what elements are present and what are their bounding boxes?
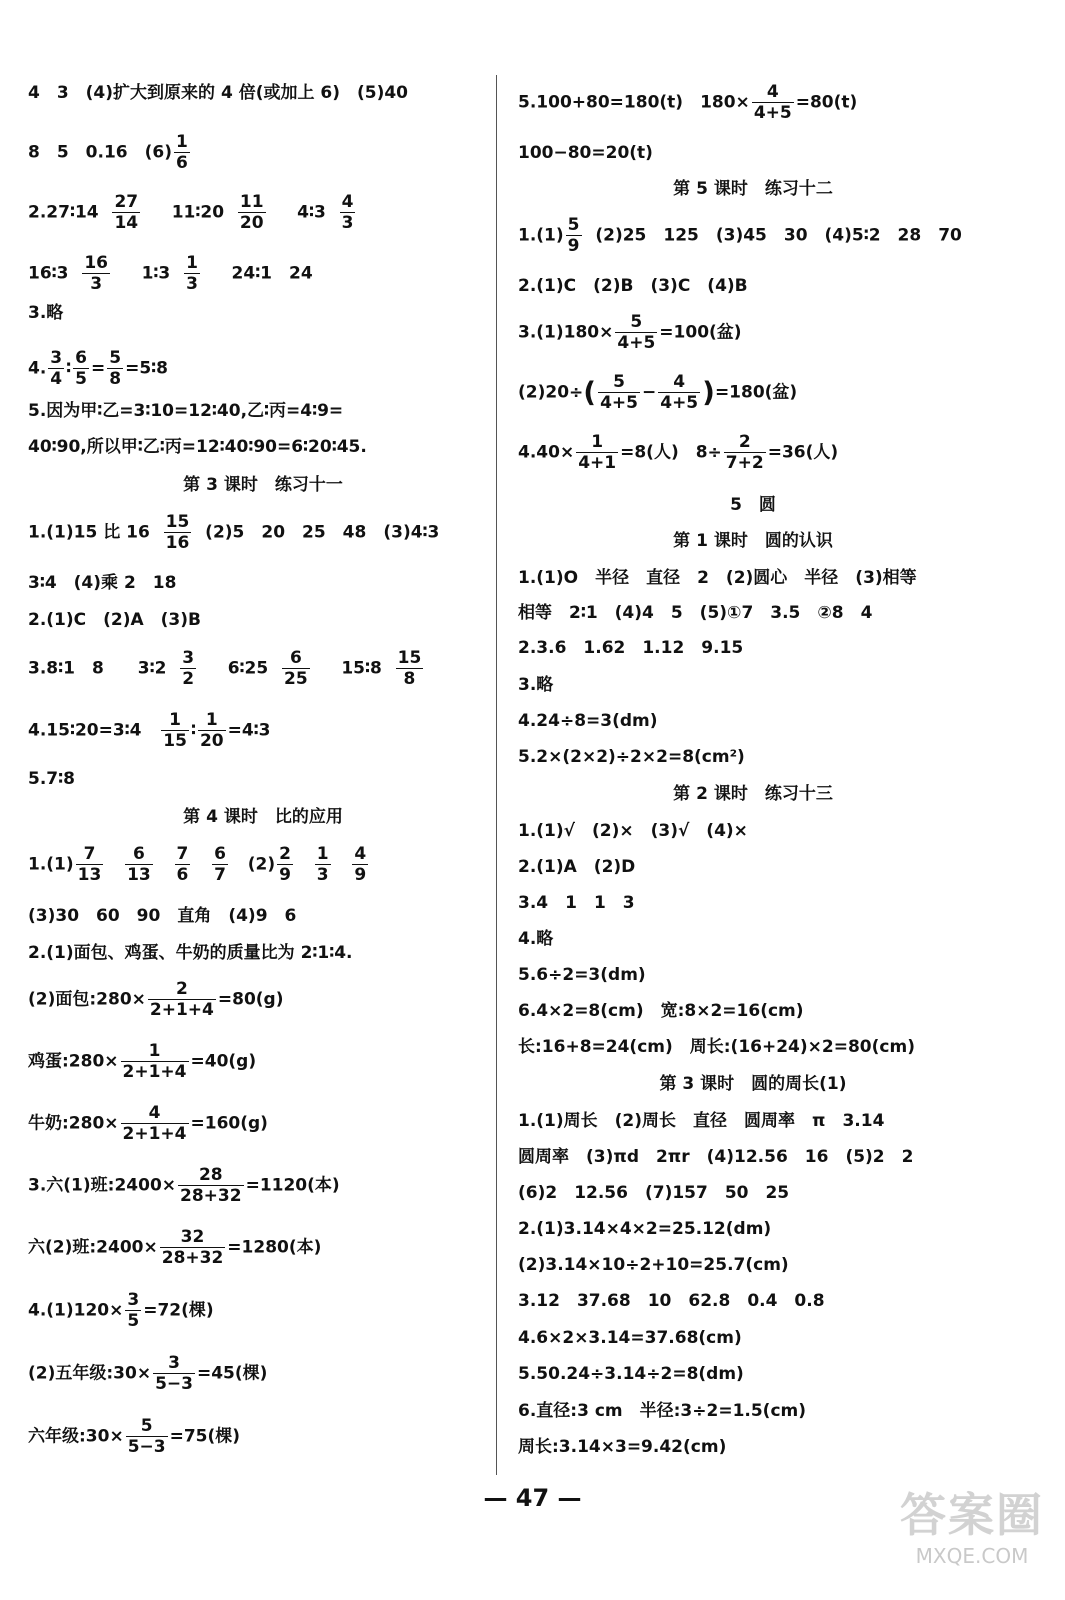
section-heading: 第 2 课时 练习十三 — [673, 784, 833, 804]
text-line: 4.(1)120× $\frac{3}{5}$ =72(棵) — [28, 1290, 214, 1331]
fraction: $\frac{4}{9}$ — [354, 844, 367, 885]
text-line: 圆周率 (3)πd 2πr (4)12.56 16 (5)2 2 — [518, 1147, 914, 1167]
fraction: $\frac{1}{15}$ — [163, 710, 187, 751]
text-line: 1.(1)O 半径 直径 2 (2)圆心 半径 (3)相等 — [518, 568, 917, 588]
fraction: $\frac{1}{2+1+4}$ — [122, 1041, 187, 1082]
fraction: $\frac{5}{4+5}$ — [600, 372, 638, 413]
fraction: $\frac{4}{3}$ — [341, 192, 354, 233]
text-line: 2.(1)A (2)D — [518, 857, 636, 877]
text-line: 1.(1) $\frac{5}{9}$ (2)25 125 (3)45 30 (4)5∶2 28 70 — [518, 215, 962, 256]
column-divider — [496, 75, 497, 1475]
fraction: $\frac{15}{8}$ — [397, 648, 422, 689]
text-line: 100−80=20(t) — [518, 143, 653, 163]
section-heading: 第 4 课时 比的应用 — [183, 807, 343, 827]
fraction: $\frac{28}{28+32}$ — [180, 1165, 242, 1206]
fraction: $\frac{3}{4}$ — [50, 348, 63, 389]
text-line: (2)20÷( $\frac{5}{4+5}$ − $\frac{4}{4+5}$ )=180(盆) — [518, 372, 798, 413]
text-line: 长:16+8=24(cm) 周长:(16+24)×2=80(cm) — [518, 1037, 915, 1057]
text-line: 六年级:30× $\frac{5}{5-3}$ =75(棵) — [28, 1416, 241, 1457]
text-line: 2.(1)面包、鸡蛋、牛奶的质量比为 2∶1∶4. — [28, 943, 353, 963]
text-line: 2.3.6 1.62 1.12 9.15 — [518, 638, 744, 658]
fraction: $\frac{1}{3}$ — [186, 253, 198, 294]
fraction: $\frac{5}{9}$ — [567, 215, 580, 256]
fraction: $\frac{6}{25}$ — [284, 648, 308, 689]
fraction: $\frac{16}{3}$ — [84, 253, 108, 294]
text-line: 周长:3.14×3=9.42(cm) — [518, 1437, 727, 1457]
text-line: (3)30 60 90 直角 (4)9 6 — [28, 906, 297, 926]
text-line: 1.(1)√ (2)× (3)√ (4)× — [518, 821, 748, 841]
fraction: $\frac{1}{4+1}$ — [578, 432, 617, 473]
fraction: $\frac{6}{5}$ — [75, 348, 87, 389]
section-heading: 第 3 课时 圆的周长(1) — [659, 1074, 847, 1094]
text-line: 5.7∶8 — [28, 769, 75, 789]
fraction: $\frac{6}{13}$ — [127, 844, 151, 885]
text-line: 3.(1)180× $\frac{5}{4+5}$ =100(盆) — [518, 312, 742, 353]
text-line: 5.100+80=180(t) 180× $\frac{4}{4+5}$ =80(t) — [518, 82, 858, 123]
text-line: 5.6÷2=3(dm) — [518, 965, 646, 985]
text-line: 3.12 37.68 10 62.8 0.4 0.8 — [518, 1291, 825, 1311]
fraction: $\frac{1}{20}$ — [199, 710, 224, 751]
text-line: 2.(1)C (2)B (3)C (4)B — [518, 276, 748, 296]
text-line: 4.15∶20=3∶4 $\frac{1}{15}$ ∶ $\frac{1}{20}$ =4∶3 — [28, 710, 271, 751]
fraction: $\frac{2}{9}$ — [279, 844, 291, 885]
text-line: 4.40× $\frac{1}{4+1}$ =8(人) 8÷ $\frac{2}{7+2}$ =36(人) — [518, 432, 839, 473]
text-line: 六(2)班:2400× $\frac{32}{28+32}$ =1280(本) — [28, 1227, 322, 1268]
text-line: 6.直径:3 cm 半径:3÷2=1.5(cm) — [518, 1401, 807, 1421]
text-line: 5.因为甲∶乙=3∶10=12∶40,乙∶丙=4∶9= — [28, 401, 344, 421]
fraction: $\frac{2}{2+1+4}$ — [149, 979, 214, 1020]
fraction: $\frac{15}{16}$ — [165, 512, 190, 553]
text-line: 牛奶:280× $\frac{4}{2+1+4}$ =160(g) — [28, 1103, 268, 1144]
section-heading: 第 1 课时 圆的认识 — [673, 531, 833, 551]
text-line: (6)2 12.56 (7)157 50 25 — [518, 1183, 790, 1203]
text-line: 6.4×2=8(cm) 宽:8×2=16(cm) — [518, 1001, 804, 1021]
fraction: $\frac{32}{28+32}$ — [161, 1227, 224, 1268]
text-line: 1.(1)周长 (2)周长 直径 圆周率 π 3.14 — [518, 1111, 885, 1131]
fraction: $\frac{11}{20}$ — [239, 192, 264, 233]
section-heading: 第 3 课时 练习十一 — [183, 475, 343, 495]
watermark-url: MXQE.COM — [915, 1544, 1029, 1568]
text-line: 鸡蛋:280× $\frac{1}{2+1+4}$ =40(g) — [28, 1041, 257, 1082]
fraction: $\frac{4}{2+1+4}$ — [122, 1103, 187, 1144]
text-line: 40∶90,所以甲∶乙∶丙=12∶40∶90=6∶20∶45. — [28, 437, 367, 457]
text-line: 3∶4 (4)乘 2 18 — [28, 573, 177, 593]
text-line: 3.8∶1 8 3∶2 $\frac{3}{2}$ 6∶25 $\frac{6}{25}$ 15∶8 $\frac{15}{8}$ — [28, 648, 422, 689]
chapter-heading: 5 圆 — [730, 495, 776, 515]
fraction: $\frac{1}{6}$ — [175, 132, 188, 173]
fraction: $\frac{7}{13}$ — [77, 844, 102, 885]
fraction: $\frac{5}{4+5}$ — [617, 312, 656, 353]
section-heading: 第 5 课时 练习十二 — [673, 179, 833, 199]
text-line: 相等 2∶1 (4)4 5 (5)①7 3.5 ②8 4 — [518, 603, 873, 623]
text-line: 5.2×(2×2)÷2×2=8(cm²) — [518, 747, 745, 767]
text-line: 1.(1) $\frac{7}{13}$ $\frac{6}{13}$ $\frac{7}{6}$ $\frac{6}{7}$ (2) $\frac{2}{9}$ $\frac{1}{3}$ $\frac{4}{9}$ — [28, 844, 367, 885]
fraction: $\frac{3}{5-3}$ — [155, 1353, 193, 1394]
text-line: 3.略 — [28, 303, 64, 323]
fraction: $\frac{3}{2}$ — [182, 648, 195, 689]
fraction: $\frac{4}{4+5}$ — [753, 82, 792, 123]
text-line: 2.27∶14 $\frac{27}{14}$ 11∶20 $\frac{11}{20}$ 4∶3 $\frac{4}{3}$ — [28, 192, 354, 233]
text-line: (2)3.14×10÷2+10=25.7(cm) — [518, 1255, 789, 1275]
text-line: 3.六(1)班:2400× $\frac{28}{28+32}$ =1120(本) — [28, 1165, 340, 1206]
text-line: 4.略 — [518, 929, 554, 949]
text-line: 1.(1)15 比 16 $\frac{15}{16}$ (2)5 20 25 48 (3)4∶3 — [28, 512, 440, 553]
text-line: 4. $\frac{3}{4}$ ∶ $\frac{6}{5}$ = $\frac{5}{8}$ =5∶8 — [28, 348, 168, 389]
text-line: 16∶3 $\frac{16}{3}$ 1∶3 $\frac{1}{3}$ 24∶1 24 — [28, 253, 313, 294]
page-number: — 47 — — [483, 1484, 582, 1512]
text-line: 4.6×2×3.14=37.68(cm) — [518, 1328, 742, 1348]
fraction: $\frac{7}{6}$ — [176, 844, 189, 885]
text-line: 5.50.24÷3.14÷2=8(dm) — [518, 1364, 744, 1384]
watermark-logo — [897, 1486, 1047, 1586]
text-line: (2)五年级:30× $\frac{3}{5-3}$ =45(棵) — [28, 1353, 268, 1394]
fraction: $\frac{2}{7+2}$ — [725, 432, 764, 473]
text-line: 3.略 — [518, 675, 554, 695]
watermark-text: 答案圈 — [900, 1488, 1044, 1542]
fraction: $\frac{1}{3}$ — [316, 844, 329, 885]
text-line: 8 5 0.16 (6) $\frac{1}{6}$ — [28, 132, 188, 173]
text-line: 2.(1)C (2)A (3)B — [28, 610, 201, 630]
fraction: $\frac{5}{8}$ — [109, 348, 122, 389]
fraction: $\frac{27}{14}$ — [114, 192, 139, 233]
fraction: $\frac{6}{7}$ — [214, 844, 226, 885]
text-line: 2.(1)3.14×4×2=25.12(dm) — [518, 1219, 772, 1239]
text-line: 4.24÷8=3(dm) — [518, 711, 658, 731]
text-line: (2)面包:280× $\frac{2}{2+1+4}$ =80(g) — [28, 979, 284, 1020]
text-line: 4 3 (4)扩大到原来的 4 倍(或加上 6) (5)40 — [28, 83, 409, 103]
fraction: $\frac{4}{4+5}$ — [660, 372, 699, 413]
fraction: $\frac{3}{5}$ — [127, 1290, 140, 1331]
fraction: $\frac{5}{5-3}$ — [127, 1416, 166, 1457]
text-line: 3.4 1 1 3 — [518, 893, 635, 913]
